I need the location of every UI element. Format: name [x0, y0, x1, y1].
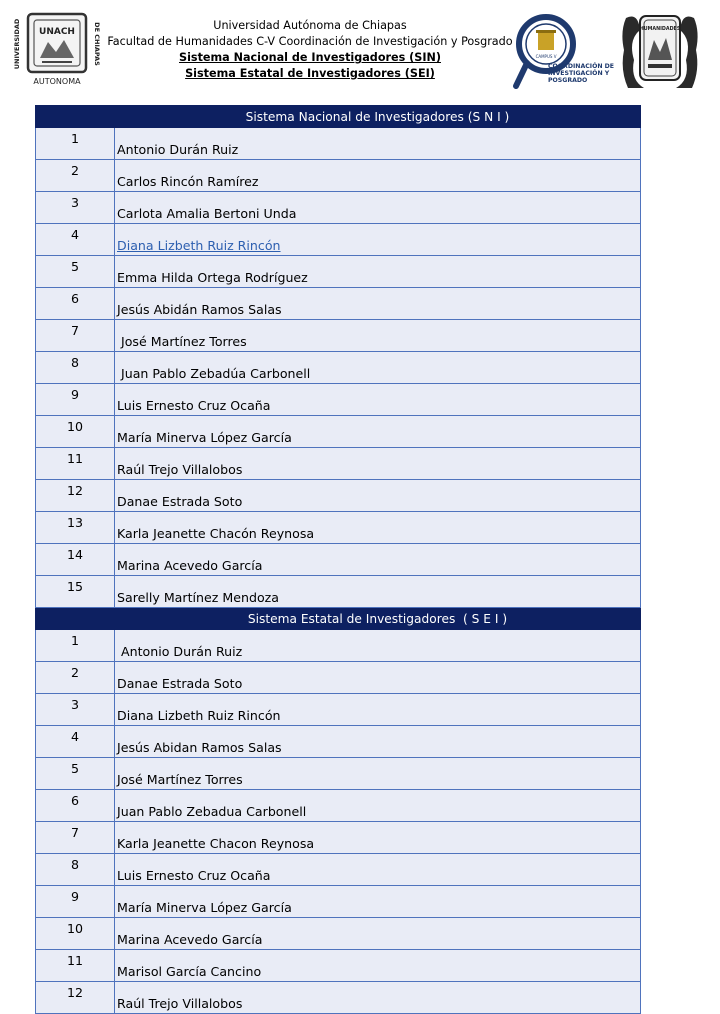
sni-section-header: [36, 106, 641, 128]
row-number: 15: [36, 576, 115, 608]
university-name: Universidad Autónoma de Chiapas: [213, 19, 407, 32]
sni-section-title: Sistema Nacional de Investigadores (S N I ): [115, 106, 641, 128]
sni-heading: Sistema Nacional de Investigadores (SIN): [179, 51, 441, 64]
researcher-name: [115, 192, 641, 224]
table-row: [36, 886, 641, 918]
table-row: [36, 480, 641, 512]
row-number: 5: [36, 256, 115, 288]
researcher-name-text: Karla Jeanette Chacón Reynosa: [117, 526, 315, 541]
sei-section-header: [36, 608, 641, 630]
researcher-name: [115, 630, 641, 662]
header-text-block: [100, 18, 520, 82]
table-row: [36, 448, 641, 480]
row-number: 6: [36, 790, 115, 822]
table-row: [36, 512, 641, 544]
table-row: [36, 726, 641, 758]
researcher-name: [115, 950, 641, 982]
researcher-name: [115, 480, 641, 512]
researcher-name: [115, 288, 641, 320]
row-number: 13: [36, 512, 115, 544]
researcher-name-text: Carlos Rincón Ramírez: [117, 174, 259, 189]
researcher-name: [115, 320, 641, 352]
row-number: 11: [36, 448, 115, 480]
row-number: 1: [36, 128, 115, 160]
table-row: [36, 630, 641, 662]
row-number: 10: [36, 416, 115, 448]
table-row: [36, 576, 641, 608]
researcher-name: [115, 694, 641, 726]
researcher-name-text: Danae Estrada Soto: [117, 676, 243, 691]
row-number: 3: [36, 694, 115, 726]
faculty-name: Facultad de Humanidades C-V Coordinación de Investigación y Posgrado: [107, 35, 513, 48]
unach-bottom-text: AUTONOMA: [33, 77, 81, 86]
section-header-blank: [36, 608, 115, 630]
table-row: [36, 950, 641, 982]
row-number: 8: [36, 352, 115, 384]
table-row: [36, 160, 641, 192]
researcher-name-text: Jesús Abidán Ramos Salas: [117, 302, 282, 317]
researcher-name: [115, 854, 641, 886]
researcher-name: [115, 758, 641, 790]
researchers-table: [35, 105, 641, 1014]
table-row: [36, 662, 641, 694]
researcher-name-text: Raúl Trejo Villalobos: [117, 996, 243, 1011]
researcher-name: [115, 352, 641, 384]
researcher-name-text: Luis Ernesto Cruz Ocaña: [117, 868, 271, 883]
sei-section-title: Sistema Estatal de Investigadores ( S E I ): [115, 608, 641, 630]
researcher-name-text: Marina Acevedo García: [117, 558, 263, 573]
researcher-name: [115, 822, 641, 854]
table-row: [36, 256, 641, 288]
table-row: [36, 320, 641, 352]
coord-small-text: CAMPUS V: [535, 54, 557, 59]
table-row: [36, 918, 641, 950]
table-row: [36, 288, 641, 320]
researcher-name-text: María Minerva López García: [117, 900, 292, 915]
row-number: 10: [36, 918, 115, 950]
researcher-name: [115, 384, 641, 416]
row-number: 9: [36, 886, 115, 918]
researcher-name: [115, 790, 641, 822]
row-number: 14: [36, 544, 115, 576]
row-number: 5: [36, 758, 115, 790]
researcher-name: [115, 726, 641, 758]
researcher-name-text: Marina Acevedo García: [117, 932, 263, 947]
researcher-name: [115, 886, 641, 918]
row-number: 6: [36, 288, 115, 320]
researcher-name-text: Juan Pablo Zebadúa Carbonell: [117, 366, 311, 381]
researcher-name-text: Jesús Abidan Ramos Salas: [117, 740, 282, 755]
researcher-name-text: Karla Jeanette Chacon Reynosa: [117, 836, 315, 851]
researcher-name[interactable]: [115, 224, 641, 256]
row-number: 7: [36, 320, 115, 352]
table-row: [36, 352, 641, 384]
researcher-name-text: Sarelly Martínez Mendoza: [117, 590, 279, 605]
row-number: 2: [36, 160, 115, 192]
researcher-name-text: Luis Ernesto Cruz Ocaña: [117, 398, 271, 413]
table-row: [36, 544, 641, 576]
row-number: 8: [36, 854, 115, 886]
researcher-name-text: Antonio Durán Ruiz: [117, 644, 243, 659]
researcher-name: [115, 918, 641, 950]
researcher-name-text: Marisol García Cancino: [117, 964, 262, 979]
unach-mark-text: UNACH: [39, 27, 75, 37]
researcher-name-text: Juan Pablo Zebadua Carbonell: [117, 804, 307, 819]
table-row: [36, 982, 641, 1014]
row-number: 12: [36, 982, 115, 1014]
table-row: [36, 128, 641, 160]
unach-right-text: DE CHIAPAS: [93, 22, 101, 66]
table-row: [36, 758, 641, 790]
researcher-name-text: Carlota Amalia Bertoni Unda: [117, 206, 297, 221]
researcher-name-text: Diana Lizbeth Ruiz Rincón: [117, 708, 281, 723]
researcher-name-text: Antonio Durán Ruiz: [117, 142, 239, 157]
row-number: 11: [36, 950, 115, 982]
researchers-table-body: [36, 106, 641, 1014]
researcher-name: [115, 160, 641, 192]
row-number: 4: [36, 726, 115, 758]
researcher-name: [115, 448, 641, 480]
researcher-name: [115, 576, 641, 608]
table-row: [36, 694, 641, 726]
row-number: 9: [36, 384, 115, 416]
researcher-name: [115, 256, 641, 288]
researcher-name-text: Raúl Trejo Villalobos: [117, 462, 243, 477]
row-number: 3: [36, 192, 115, 224]
researcher-name-text: José Martínez Torres: [117, 772, 243, 787]
table-row: [36, 384, 641, 416]
researcher-name-link[interactable]: Diana Lizbeth Ruiz Rincón: [117, 238, 281, 253]
researcher-name: [115, 544, 641, 576]
coordination-logo: [510, 8, 622, 92]
researcher-name-text: Emma Hilda Ortega Rodríguez: [117, 270, 308, 285]
unach-top-text: UNIVERSIDAD: [13, 18, 21, 70]
row-number: 1: [36, 630, 115, 662]
table-row: [36, 224, 641, 256]
unach-logo: [10, 10, 102, 88]
table-row: [36, 416, 641, 448]
table-row: [36, 192, 641, 224]
researcher-name-text: Danae Estrada Soto: [117, 494, 243, 509]
row-number: 12: [36, 480, 115, 512]
row-number: 4: [36, 224, 115, 256]
researcher-name: [115, 512, 641, 544]
section-header-blank: [36, 106, 115, 128]
row-number: 2: [36, 662, 115, 694]
researcher-name: [115, 662, 641, 694]
researcher-name-text: María Minerva López García: [117, 430, 292, 445]
coord-caption: COORDINACIÓN DE INVESTIGACIÓN Y POSGRADO: [548, 63, 615, 84]
sei-heading: Sistema Estatal de Investigadores (SEI): [185, 67, 435, 80]
table-row: [36, 790, 641, 822]
humanidades-logo: [620, 10, 700, 92]
researcher-name-text: José Martínez Torres: [117, 334, 247, 349]
table-row: [36, 854, 641, 886]
researcher-name: [115, 128, 641, 160]
researcher-name: [115, 982, 641, 1014]
table-row: [36, 822, 641, 854]
row-number: 7: [36, 822, 115, 854]
researcher-name: [115, 416, 641, 448]
hum-top-text: HUMANIDADES: [639, 27, 681, 32]
